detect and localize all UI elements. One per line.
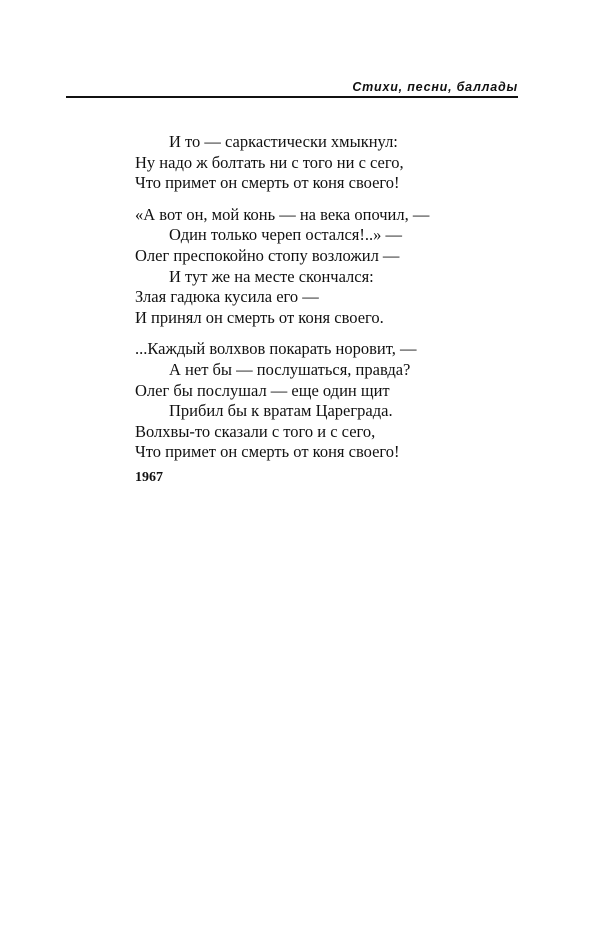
poem-line: И тут же на месте скончался: — [169, 266, 374, 286]
poem-line: Ну надо ж болтать ни с того ни с сего, — [135, 152, 404, 172]
poem-line: Что примет он смерть от коня своего! — [135, 173, 400, 193]
poem-line: Что примет он смерть от коня своего! — [135, 442, 400, 462]
poem-line: Волхвы-то сказали с того и с сего, — [135, 421, 376, 441]
stanza-1 — [135, 132, 515, 194]
poem-body — [135, 132, 515, 463]
poem-line: И то — саркастически хмыкнул: — [169, 132, 398, 151]
poem-line: Один только череп остался!..» — — [169, 225, 402, 245]
poem-line: Олег бы послушал — еще один щит — [135, 380, 390, 400]
poem-line: И принял он смерть от коня своего. — [135, 307, 384, 327]
running-header: Стихи, песни, баллады — [352, 80, 518, 94]
poem-line: ...Каждый волхвов покарать норовит, — — [135, 339, 417, 359]
stanza-2 — [135, 205, 515, 329]
poem-year: 1967 — [135, 470, 163, 485]
header-rule — [66, 96, 518, 98]
poem-line: А нет бы — послушаться, правда? — [169, 359, 411, 379]
stanza-3 — [135, 339, 515, 463]
poem-line: Прибил бы к вратам Цареграда. — [169, 401, 393, 421]
poem-line: Олег преспокойно стопу возложил — — [135, 245, 400, 265]
poem-line: Злая гадюка кусила его — — [135, 287, 319, 307]
poem-line: «А вот он, мой конь — на века опочил, — — [135, 204, 430, 224]
